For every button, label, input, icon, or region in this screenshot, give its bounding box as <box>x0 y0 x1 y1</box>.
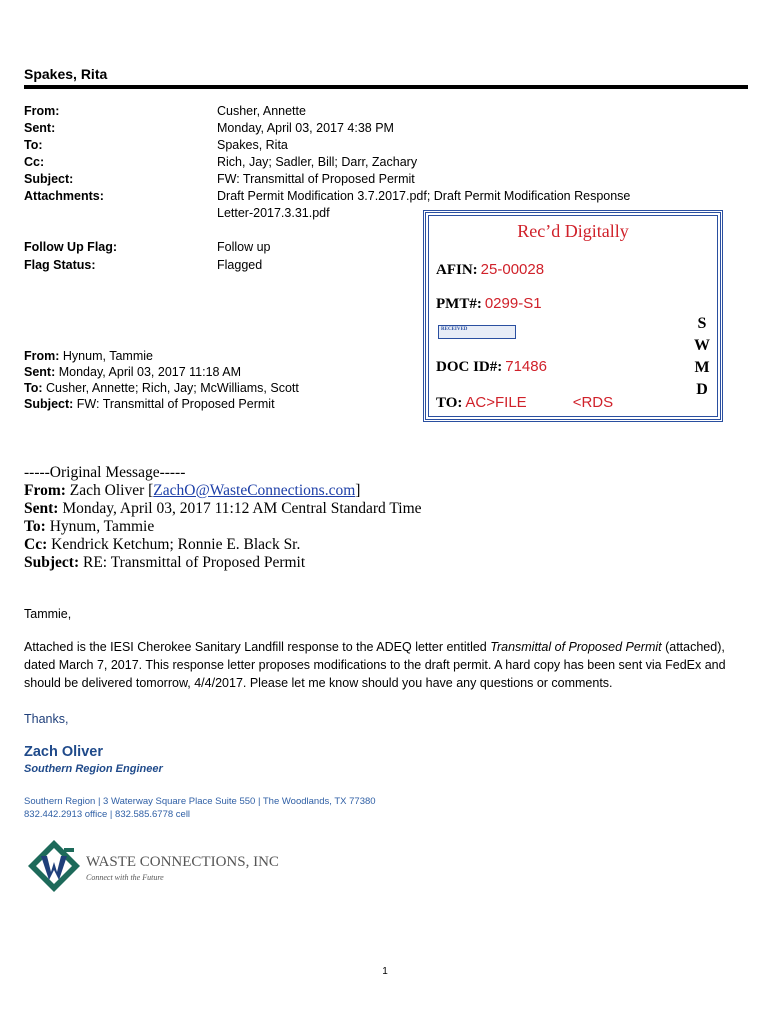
company-logo <box>24 836 279 898</box>
orig-from-email-link[interactable]: ZachO@WasteConnections.com <box>153 482 356 499</box>
header-rule <box>24 85 748 89</box>
stamp-letter: S <box>697 315 707 332</box>
stamp-pmt <box>436 295 542 313</box>
header-label: Attachments: <box>24 189 104 203</box>
stamp-docid <box>436 358 547 376</box>
fwd-subject: FW: Transmittal of Proposed Permit <box>76 397 275 411</box>
signature-name: Zach Oliver <box>24 744 103 760</box>
attachments-value[interactable]: Draft Permit Modification 3.7.2017.pdf; Draft Permit Modification Response Letter-2017.3.31.pdf <box>217 189 631 220</box>
original-message-divider: -----Original Message----- <box>24 464 186 481</box>
orig-to-label: To: <box>24 518 46 535</box>
stamp-to <box>436 394 613 412</box>
header-label: From: <box>24 104 60 118</box>
fwd-subject-label: Subject: <box>24 397 74 411</box>
signature-address: Southern Region | 3 Waterway Square Place Suite 550 | The Woodlands, TX 77380 <box>24 796 376 807</box>
orig-sent: Monday, April 03, 2017 11:12 AM Central Standard Time <box>62 500 422 517</box>
header-value: Spakes, Rita <box>217 138 288 152</box>
received-mini-stamp <box>438 325 516 339</box>
signature-phones: 832.442.2913 office | 832.585.6778 cell <box>24 809 191 820</box>
orig-subject: RE: Transmittal of Proposed Permit <box>82 554 306 571</box>
orig-sent-label: Sent: <box>24 500 59 517</box>
fwd-to-label: To: <box>24 381 43 395</box>
stamp-afin-label: AFIN: <box>436 262 478 278</box>
body-text-a: Attached is the IESI Cherokee Sanitary Landfill response to the ADEQ letter entitled <box>24 640 491 654</box>
orig-subject-label: Subject: <box>24 554 80 571</box>
stamp-docid-label: DOC ID#: <box>436 359 503 375</box>
stamp-docid-value: 71486 <box>505 358 547 375</box>
header-label: Cc: <box>24 155 45 169</box>
stamp-pmt-label: PMT#: <box>436 296 482 312</box>
header-label: Sent: <box>24 121 56 135</box>
company-logo-icon <box>24 836 279 898</box>
received-mini-label: RECEIVED <box>441 327 468 332</box>
signature-title: Southern Region Engineer <box>24 763 163 775</box>
stamp-afin-value: 25-00028 <box>480 261 545 278</box>
orig-from-label: From: <box>24 482 66 499</box>
header-value: Flagged <box>217 258 263 272</box>
header-label: Follow Up Flag: <box>24 240 118 254</box>
header-label: Subject: <box>24 172 74 186</box>
fwd-sent-label: Sent: <box>24 365 56 379</box>
stamp-to-value-2: <RDS <box>572 394 614 411</box>
stamp-to-value: AC>FILE <box>465 394 527 411</box>
stamp-letter: W <box>694 337 710 354</box>
header-value: Rich, Jay; Sadler, Bill; Darr, Zachary <box>217 155 418 169</box>
stamp-letter: D <box>696 381 708 398</box>
body-paragraph <box>24 638 748 692</box>
stamp-pmt-value: 0299-S1 <box>484 295 542 312</box>
orig-from-name: Zach Oliver <box>69 482 145 499</box>
header-label: To: <box>24 138 43 152</box>
stamp-division-letters <box>694 313 710 401</box>
logo-company-name: WASTE CONNECTIONS, INC <box>86 854 279 870</box>
orig-cc-label: Cc: <box>24 536 48 553</box>
header-value: Follow up <box>217 240 271 254</box>
fwd-from: Hynum, Tammie <box>62 349 153 363</box>
stamp-title: Rec’d Digitally <box>517 221 629 241</box>
header-value: FW: Transmittal of Proposed Permit <box>217 172 415 186</box>
page-number: 1 <box>382 966 388 977</box>
greeting: Tammie, <box>24 607 72 621</box>
closing-thanks: Thanks, <box>24 712 69 726</box>
header-value: Cusher, Annette <box>217 104 306 118</box>
stamp-to-label: TO: <box>436 395 463 411</box>
fwd-to: Cusher, Annette; Rich, Jay; McWilliams, Scott <box>46 381 299 395</box>
original-message-header: -----Original Message----- From: Zach Oliver [ZachO@WasteConnections.com] Sent: Monday, April 03, 2017 11:12 AM Central Standard Time To: Hynum, Tammie Cc: Kendrick Ketchum; Ronnie E. Black Sr. Subject: RE: Transmittal of Proposed Permit <box>24 464 422 571</box>
received-stamp <box>423 210 723 422</box>
stamp-afin <box>436 261 544 279</box>
logo-tagline: Connect with the Future <box>86 873 164 882</box>
document-owner-name: Spakes, Rita <box>24 66 108 82</box>
orig-to: Hynum, Tammie <box>49 518 155 535</box>
body-text-b: (attached), dated March 7, 2017. This response letter proposes modifications to the draft permit. A hard copy has been sent via FedEx and should be delivered tomorrow, 4/4/2017. Please let me know should you have any questions or comments. <box>24 640 726 690</box>
body-text-italic: Transmittal of Proposed Permit <box>490 640 662 654</box>
fwd-sent: Monday, April 03, 2017 11:18 AM <box>58 365 242 379</box>
fwd-from-label: From: <box>24 349 60 363</box>
orig-cc: Kendrick Ketchum; Ronnie E. Black Sr. <box>51 536 301 553</box>
header-label: Flag Status: <box>24 258 96 272</box>
header-value: Monday, April 03, 2017 4:38 PM <box>217 121 394 135</box>
forwarded-header <box>24 348 299 412</box>
stamp-letter: M <box>694 359 710 376</box>
